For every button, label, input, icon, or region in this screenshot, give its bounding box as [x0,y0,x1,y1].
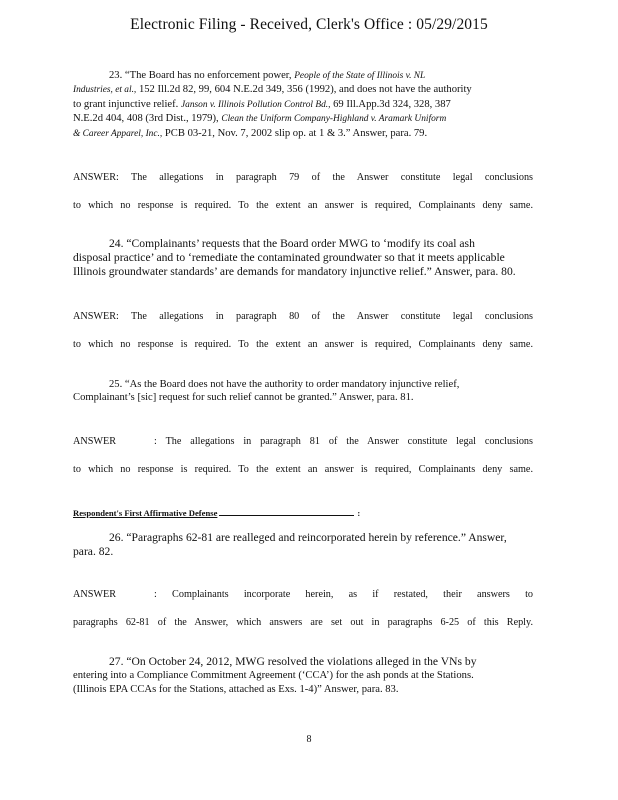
filing-header: Electronic Filing - Received, Clerk's Office : 05/29/2015 [130,16,488,33]
para23-line3: to grant injunctive relief. Janson v. Illinois Pollution Control Bd., 69 Ill.App.3d 324, 328, 387 [73,98,451,110]
paragraph-26 [73,531,533,559]
para24-line2: disposal practice’ and to ‘remediate the contaminated groundwater so that it meets applicable [73,251,505,264]
answer23-line2: to which no response is required. To the extent an answer is required, Complainants deny same. [73,200,533,211]
para27-line2: entering into a Compliance Commitment Agreement (‘CCA’) for the ash ponds at the Stations. [73,670,474,681]
page-number: 8 [306,734,312,745]
answer-label: ANSWER: [73,311,119,322]
answer26-line1: ANSWER : Complainants incorporate herein, as if restated, their answers to [73,589,533,600]
answer-label: ANSWER [73,589,117,600]
para27-line1: 27. “On October 24, 2012, MWG resolved the violations alleged in the VNs by [109,655,477,668]
answer-24 [73,310,533,351]
answer25-line2: to which no response is required. To the extent an answer is required, Complainants deny same. [73,464,533,475]
paragraph-25 [73,378,533,405]
answer-25 [73,435,533,476]
para24-line3: Illinois groundwater standards’ are demands for mandatory injunctive relief.” Answer, para. 80. [73,265,516,278]
paragraph-24 [73,237,533,279]
para24-line1: 24. “Complainants’ requests that the Board order MWG to ‘modify its coal ash [109,237,475,250]
para26-line2: para. 82. [73,545,114,558]
para23-line4: N.E.2d 404, 408 (3rd Dist., 1979), Clean the Uniform Company-Highland v. Aramark Uniform [73,113,447,125]
heading-underline-rule [219,507,354,516]
para26-line1: 26. “Paragraphs 62-81 are realleged and reincorporated herein by reference.” Answer, [109,531,507,544]
answer25-line1: ANSWER : The allegations in paragraph 81 of the Answer constitute legal conclusions [73,436,533,447]
para25-line1: 25. “As the Board does not have the authority to order mandatory injunctive relief, [109,379,460,390]
answer-label: ANSWER [73,436,117,447]
para23-line5: & Career Apparel, Inc., PCB 03-21, Nov. 7, 2002 slip op. at 1 & 3.” Answer, para. 79. [73,127,428,139]
answer-26 [73,588,533,629]
answer26-line2: paragraphs 62-81 of the Answer, which answers are set out in paragraphs 6-25 of this Reply. [73,617,533,628]
paragraph-23 [73,69,533,141]
answer23-line1: ANSWER: The allegations in paragraph 79 of the Answer constitute legal conclusions [73,172,533,183]
affirmative-defense-heading [73,507,360,518]
answer-23 [73,171,533,212]
answer24-line2: to which no response is required. To the extent an answer is required, Complainants deny same. [73,339,533,350]
para25-line2: Complainant’s [sic] request for such relief cannot be granted.” Answer, para. 81. [73,392,414,404]
para27-line3: (Illinois EPA CCAs for the Stations, attached as Exs. 1-4)” Answer, para. 83. [73,684,399,695]
para23-line1: 23. “The Board has no enforcement power, People of the State of Illinois v. NL [109,70,426,81]
paragraph-27 [73,655,533,697]
para23-line2: Industries, et al., 152 Ill.2d 82, 99, 604 N.E.2d 349, 356 (1992), and does not have the authority [73,84,472,96]
answer-label: ANSWER: [73,172,119,183]
answer24-line1: ANSWER: The allegations in paragraph 80 of the Answer constitute legal conclusions [73,311,533,322]
defense-heading-colon: : [357,508,361,518]
defense-heading-text: Respondent's First Affirmative Defense [73,508,218,518]
